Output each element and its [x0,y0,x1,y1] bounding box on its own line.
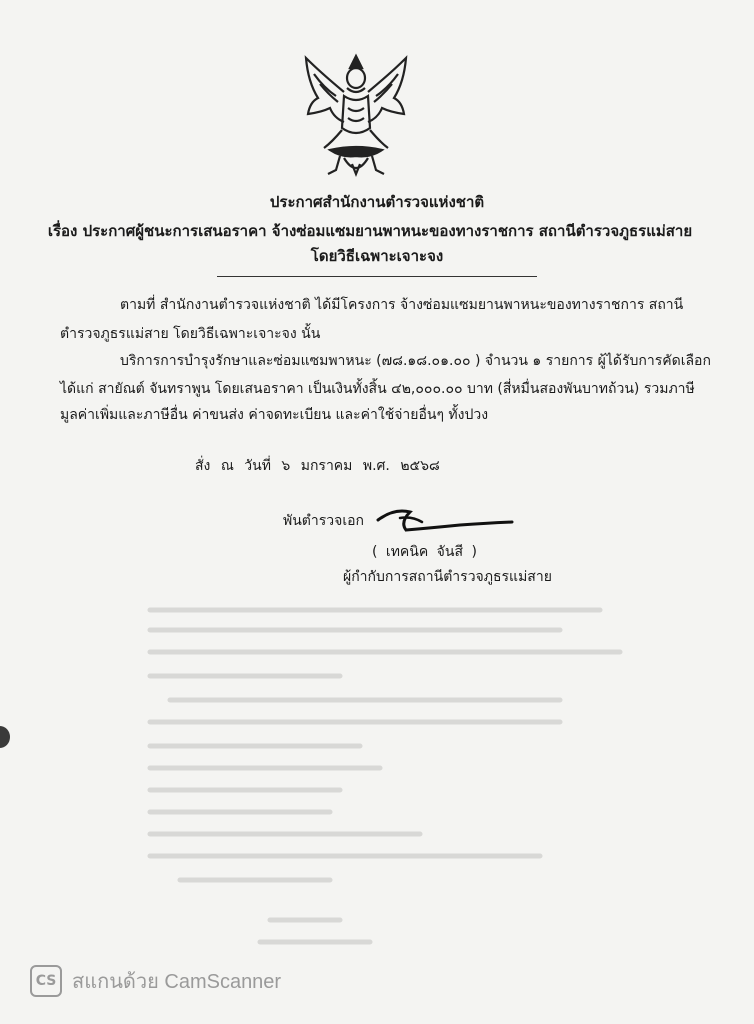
body-line-3: บริการการบำรุงรักษาและซ่อมแซมพาหนะ (๗๘.๑๘.๐๑.๐๐ ) จำนวน ๑ รายการ ผู้ได้รับการคัดเลือก [120,353,711,369]
procurement-method: โดยวิธีเฉพาะเจาะจง [310,247,444,265]
body-line-4: ได้แก่ สายัณต์ จันทราพูน โดยเสนอราคา เป็นเงินทั้งสิ้น ๔๒,๐๐๐.๐๐ บาท (สี่หมื่นสองพันบาทถ้วน) รวมภาษี [60,381,695,397]
announcement-subject: เรื่อง ประกาศผู้ชนะการเสนอราคา จ้างซ่อมแซมยานพาหนะของทางราชการ สถานีตำรวจภูธรแม่สาย [47,222,693,240]
signatory-position: ผู้กำกับการสถานีตำรวจภูธรแม่สาย [343,569,552,585]
body-line-1: ตามที่ สำนักงานตำรวจแห่งชาติ ได้มีโครงการ จ้างซ่อมแซมยานพาหนะของทางราชการ สถานี [120,297,684,313]
order-date: สั่ง ณ วันที่ ๖ มกราคม พ.ศ. ๒๕๖๘ [195,458,440,474]
watermark-text: สแกนด้วย CamScanner [72,971,282,993]
signatory-name: ( เทคนิค จันสี ) [372,544,477,560]
body-line-2: ตำรวจภูธรแม่สาย โดยวิธีเฉพาะเจาะจง นั้น [60,326,321,342]
signatory-rank: พันตำรวจเอก [283,513,365,529]
title-divider [217,276,537,277]
signature-image [370,500,520,540]
garuda-emblem-icon [300,52,412,182]
camscanner-logo-icon: CS [30,965,62,997]
camscanner-watermark [30,963,281,999]
body-line-5: มูลค่าเพิ่มและภาษีอื่น ค่าขนส่ง ค่าจดทะเบียน และค่าใช้จ่ายอื่นๆ ทั้งปวง [60,407,489,423]
reverse-side-bleed-through [0,590,754,970]
announcement-title: ประกาศสำนักงานตำรวจแห่งชาติ [269,193,485,211]
